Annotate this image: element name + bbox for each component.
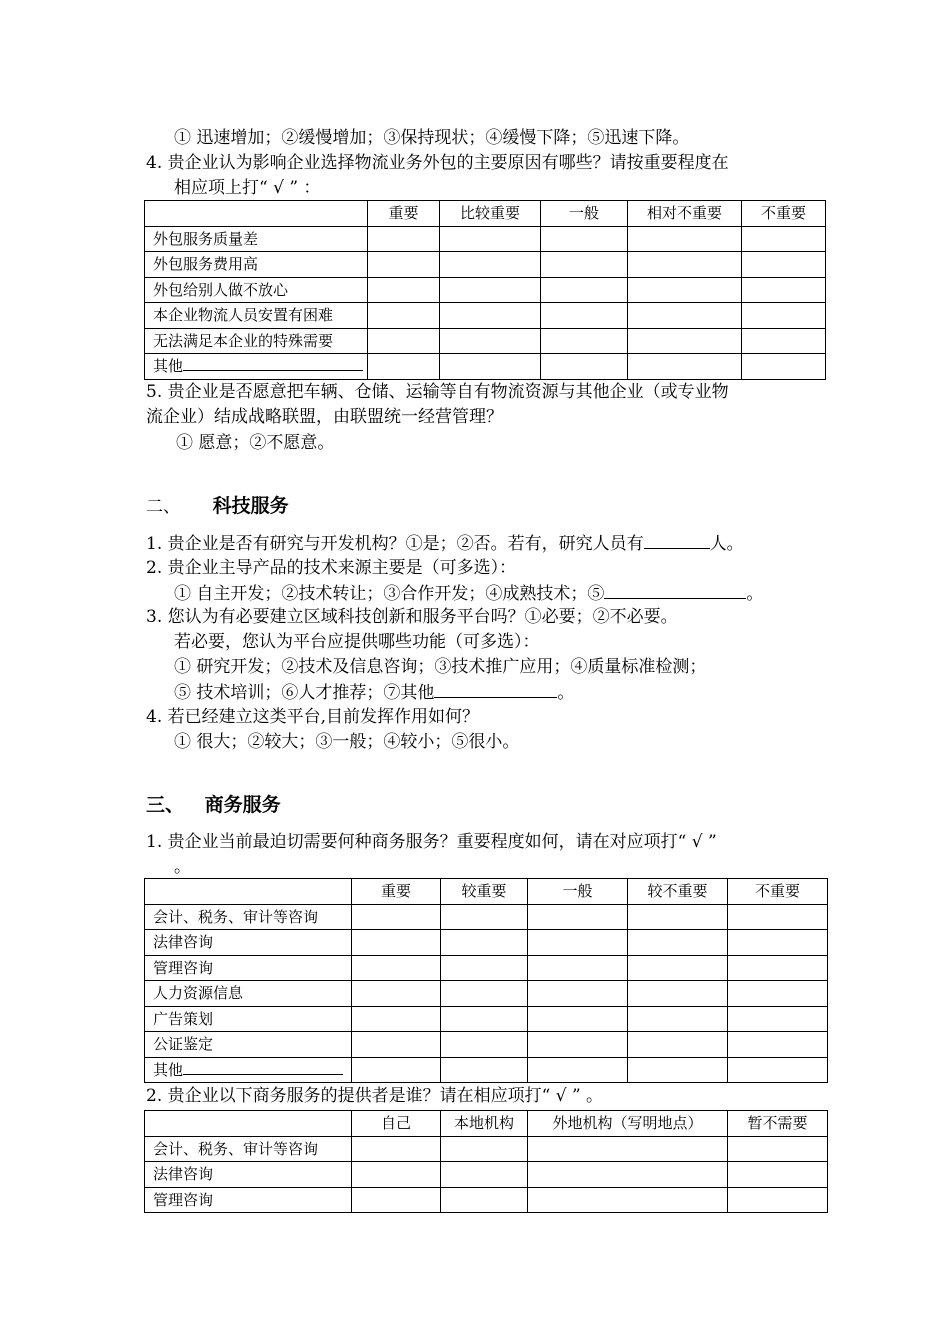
- check-cell[interactable]: [628, 1006, 728, 1032]
- s2-q3-options-2: [174, 681, 574, 704]
- check-cell[interactable]: [728, 1162, 828, 1188]
- check-cell[interactable]: [528, 1187, 728, 1213]
- service-provider-table: [144, 1110, 828, 1213]
- row-label-text: 公证鉴定: [153, 1035, 214, 1054]
- table-row: [145, 1006, 828, 1032]
- column-header: 暂不需要: [728, 1111, 828, 1137]
- check-cell[interactable]: [528, 1006, 628, 1032]
- table-row: [145, 252, 826, 278]
- column-header: 一般: [541, 201, 628, 227]
- check-cell[interactable]: [440, 277, 541, 303]
- s2-q3-end: 。: [557, 683, 575, 703]
- row-label: [145, 277, 368, 303]
- check-cell[interactable]: [352, 955, 441, 981]
- table-header-row: [145, 879, 828, 905]
- check-cell[interactable]: [628, 277, 742, 303]
- column-header: 重要: [368, 201, 440, 227]
- check-cell[interactable]: [441, 1006, 528, 1032]
- row-label-text: 外包服务费用高: [153, 255, 259, 274]
- column-header: 不重要: [742, 201, 826, 227]
- row-label: [145, 930, 352, 956]
- row-label-text: 管理咨询: [153, 958, 214, 977]
- header-corner-cell: [145, 1111, 352, 1137]
- row-label: [145, 1187, 352, 1213]
- table-row: [145, 354, 826, 380]
- column-header: 比较重要: [440, 201, 541, 227]
- check-cell[interactable]: [528, 981, 628, 1007]
- table-row: [145, 303, 826, 329]
- column-header: 自己: [352, 1111, 441, 1137]
- check-cell[interactable]: [352, 930, 441, 956]
- row-label-text: 本企业物流人员安置有困难: [153, 306, 334, 325]
- check-cell[interactable]: [528, 930, 628, 956]
- check-cell[interactable]: [368, 354, 440, 380]
- row-label: [145, 252, 368, 278]
- check-cell[interactable]: [441, 1162, 528, 1188]
- check-cell[interactable]: [368, 226, 440, 252]
- row-label-text: 管理咨询: [153, 1190, 214, 1209]
- check-cell[interactable]: [368, 303, 440, 329]
- check-cell[interactable]: [728, 930, 828, 956]
- table-header-row: [145, 1111, 828, 1137]
- column-header: 一般: [528, 879, 628, 905]
- other-fill-blank[interactable]: [183, 355, 363, 371]
- column-header: 外地机构（写明地点）: [528, 1111, 728, 1137]
- column-header: 较不重要: [628, 879, 728, 905]
- check-cell[interactable]: [441, 904, 528, 930]
- check-cell[interactable]: [541, 354, 628, 380]
- check-cell[interactable]: [528, 1057, 628, 1083]
- check-cell[interactable]: [742, 303, 826, 329]
- check-cell[interactable]: [628, 1057, 728, 1083]
- table-row: [145, 328, 826, 354]
- check-cell[interactable]: [440, 303, 541, 329]
- s3-q1-line2: 。: [174, 857, 191, 877]
- table-row: [145, 1187, 828, 1213]
- table-row: [145, 981, 828, 1007]
- check-cell[interactable]: [728, 1057, 828, 1083]
- check-cell[interactable]: [441, 1136, 528, 1162]
- check-cell[interactable]: [742, 226, 826, 252]
- check-cell[interactable]: [352, 1006, 441, 1032]
- check-cell[interactable]: [541, 226, 628, 252]
- check-cell[interactable]: [352, 1136, 441, 1162]
- check-cell[interactable]: [628, 930, 728, 956]
- table-row: [145, 1162, 828, 1188]
- check-cell[interactable]: [440, 354, 541, 380]
- column-header: 重要: [352, 879, 441, 905]
- row-label: [145, 328, 368, 354]
- table-row: [145, 226, 826, 252]
- q5-options: ① 愿意；②不愿意。: [176, 433, 335, 453]
- table-row: [145, 277, 826, 303]
- q5-question-line2: 流企业）结成战略联盟，由联盟统一经营管理？: [146, 407, 503, 427]
- check-cell[interactable]: [528, 1032, 628, 1058]
- row-label: [145, 354, 368, 380]
- row-label: [145, 1057, 352, 1083]
- check-cell[interactable]: [541, 252, 628, 278]
- table-row: [145, 1032, 828, 1058]
- table-row: [145, 955, 828, 981]
- column-header: 本地机构: [441, 1111, 528, 1137]
- s2-q3: 3. 您认为有必要建立区域科技创新和服务平台吗？①必要；②不必要。: [146, 607, 678, 627]
- table-row: [145, 1057, 828, 1083]
- check-cell[interactable]: [441, 1187, 528, 1213]
- check-cell[interactable]: [628, 303, 742, 329]
- check-cell[interactable]: [368, 252, 440, 278]
- row-label-text: 广告策划: [153, 1009, 214, 1028]
- check-cell[interactable]: [528, 1136, 728, 1162]
- s2-q1-text: 1. 贵企业是否有研究与开发机构？①是；②否。若有，研究人员有: [146, 534, 644, 554]
- check-cell[interactable]: [541, 277, 628, 303]
- check-cell[interactable]: [352, 981, 441, 1007]
- s2-q2-options: [174, 582, 763, 605]
- row-label: [145, 1136, 352, 1162]
- row-label: [145, 1006, 352, 1032]
- column-header: 不重要: [728, 879, 828, 905]
- s2-q2: 2. 贵企业主导产品的技术来源主要是（可多选）：: [146, 558, 517, 578]
- row-label: [145, 981, 352, 1007]
- check-cell[interactable]: [728, 1006, 828, 1032]
- section-3-heading: [146, 792, 281, 818]
- table-header-row: [145, 201, 826, 227]
- section-3-number: 三、: [146, 794, 185, 816]
- row-label-text: 法律咨询: [153, 933, 214, 952]
- check-cell[interactable]: [528, 904, 628, 930]
- table-row: [145, 904, 828, 930]
- check-cell[interactable]: [742, 328, 826, 354]
- s2-q3-options-1: ① 研究开发；②技术及信息咨询；③技术推广应用；④质量标准检测；: [174, 657, 707, 677]
- outsourcing-reasons-table: [144, 200, 826, 380]
- s2-q3-sub: 若必要，您认为平台应提供哪些功能（可多选）：: [174, 632, 540, 652]
- check-cell[interactable]: [541, 303, 628, 329]
- row-label: [145, 226, 368, 252]
- check-cell[interactable]: [352, 1032, 441, 1058]
- check-cell[interactable]: [628, 1032, 728, 1058]
- check-cell[interactable]: [628, 904, 728, 930]
- row-label-text: 外包给别人做不放心: [153, 280, 289, 299]
- row-label: [145, 1032, 352, 1058]
- s2-q1: [146, 532, 744, 555]
- check-cell[interactable]: [728, 1136, 828, 1162]
- check-cell[interactable]: [728, 981, 828, 1007]
- s2-q1-end: 人。: [709, 534, 744, 554]
- check-cell[interactable]: [628, 328, 742, 354]
- check-cell[interactable]: [742, 354, 826, 380]
- header-corner-cell: [145, 201, 368, 227]
- check-cell[interactable]: [628, 354, 742, 380]
- check-cell[interactable]: [352, 1057, 441, 1083]
- row-label: [145, 1162, 352, 1188]
- row-label-text: 无法满足本企业的特殊需要: [153, 331, 334, 350]
- check-cell[interactable]: [728, 1032, 828, 1058]
- tech-source-other-blank[interactable]: [604, 582, 746, 599]
- check-cell[interactable]: [628, 226, 742, 252]
- s3-q1-line1: 1. 贵企业当前最迫切需要何种商务服务？重要程度如何，请在对应项打“ √ ”: [146, 832, 717, 852]
- header-corner-cell: [145, 879, 352, 905]
- check-cell[interactable]: [628, 955, 728, 981]
- check-cell[interactable]: [441, 981, 528, 1007]
- check-cell[interactable]: [528, 955, 628, 981]
- table-row: [145, 930, 828, 956]
- check-cell[interactable]: [368, 328, 440, 354]
- section-2-heading: [146, 493, 289, 520]
- s3-q2: 2. 贵企业以下商务服务的提供者是谁？请在相应项打“ √ ” 。: [146, 1086, 604, 1106]
- row-label-text: 会计、税务、审计等咨询: [153, 907, 319, 926]
- check-cell[interactable]: [628, 252, 742, 278]
- platform-function-other-blank[interactable]: [434, 681, 557, 698]
- s2-q2-end: 。: [746, 584, 764, 604]
- check-cell[interactable]: [742, 277, 826, 303]
- row-label-text: 法律咨询: [153, 1165, 214, 1184]
- row-label-text: 会计、税务、审计等咨询: [153, 1139, 319, 1158]
- section-3-title: 商务服务: [204, 794, 281, 816]
- check-cell[interactable]: [742, 252, 826, 278]
- row-label-text: 人力资源信息: [153, 984, 244, 1003]
- check-cell[interactable]: [368, 277, 440, 303]
- q3-options: ① 迅速增加；②缓慢增加；③保持现状；④缓慢下降；⑤迅速下降。: [174, 128, 690, 148]
- check-cell[interactable]: [728, 955, 828, 981]
- section-2-number: 二、: [146, 497, 180, 517]
- researcher-count-blank[interactable]: [644, 532, 710, 549]
- check-cell[interactable]: [440, 328, 541, 354]
- business-service-needs-table: [144, 878, 828, 1083]
- row-label: [145, 955, 352, 981]
- row-label-text: 外包服务质量差: [153, 229, 259, 248]
- check-cell[interactable]: [441, 930, 528, 956]
- check-cell[interactable]: [352, 904, 441, 930]
- check-cell[interactable]: [352, 1162, 441, 1188]
- s2-q3-options-2-text: ⑤ 技术培训；⑥人才推荐；⑦其他: [174, 683, 435, 703]
- check-cell[interactable]: [728, 904, 828, 930]
- check-cell[interactable]: [628, 981, 728, 1007]
- check-cell[interactable]: [441, 955, 528, 981]
- s2-q4-options: ① 很大；②较大；③一般；④较小；⑤很小。: [174, 732, 520, 752]
- q4-question-line1: 4. 贵企业认为影响企业选择物流业务外包的主要原因有哪些？请按重要程度在: [146, 153, 729, 173]
- other-fill-blank[interactable]: [183, 1059, 343, 1075]
- check-cell[interactable]: [528, 1162, 728, 1188]
- column-header: 较重要: [441, 879, 528, 905]
- check-cell[interactable]: [441, 1032, 528, 1058]
- check-cell[interactable]: [728, 1187, 828, 1213]
- s2-q2-options-text: ① 自主开发；②技术转让；③合作开发；④成熟技术；⑤: [174, 584, 605, 604]
- row-label: [145, 303, 368, 329]
- check-cell[interactable]: [352, 1187, 441, 1213]
- row-label-text: 其他: [153, 1060, 184, 1079]
- table-row: [145, 1136, 828, 1162]
- row-label-text: 其他: [153, 357, 184, 376]
- check-cell[interactable]: [440, 252, 541, 278]
- check-cell[interactable]: [541, 328, 628, 354]
- column-header: 相对不重要: [628, 201, 742, 227]
- q4-question-line2: 相应项上打“ √ ” ：: [174, 178, 321, 198]
- row-label: [145, 904, 352, 930]
- q5-question-line1: 5. 贵企业是否愿意把车辆、仓储、运输等自有物流资源与其他企业（或专业物: [146, 382, 729, 402]
- section-2-title: 科技服务: [212, 495, 289, 517]
- s2-q4: 4. 若已经建立这类平台,目前发挥作用如何？: [146, 707, 480, 727]
- check-cell[interactable]: [441, 1057, 528, 1083]
- check-cell[interactable]: [440, 226, 541, 252]
